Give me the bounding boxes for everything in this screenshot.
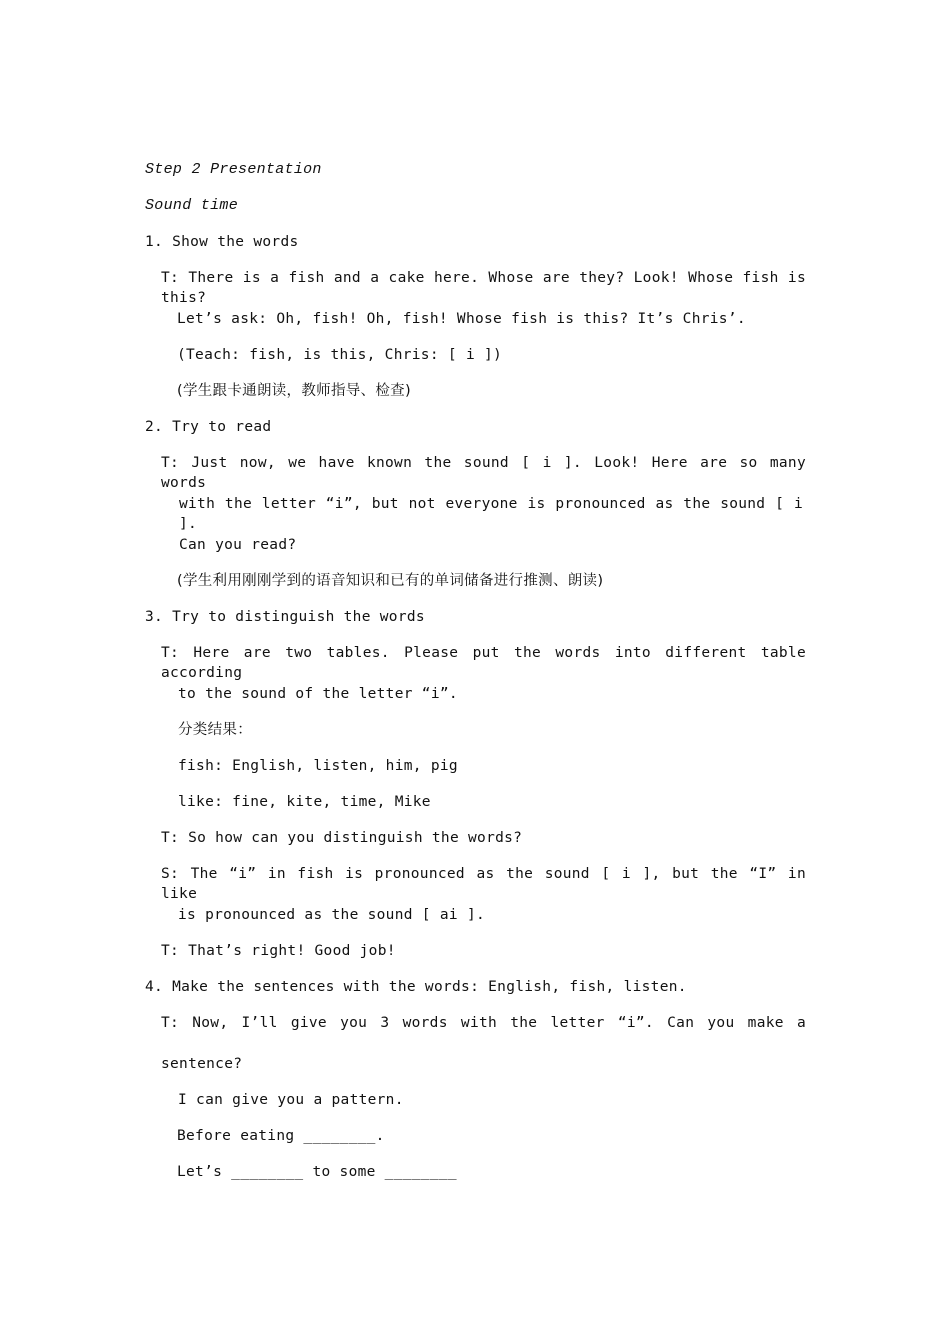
teacher-praise: T: That’s right! Good job! xyxy=(161,943,396,959)
pattern-intro: I can give you a pattern. xyxy=(178,1092,404,1108)
student-answer-line-2: is pronounced as the sound [ ai ]. xyxy=(178,907,486,923)
section-1-line-3: (Teach: fish, is this, Chris: [ i ]) xyxy=(177,347,503,363)
fish-words-row: fish: English, listen, him, pig xyxy=(178,758,458,774)
section-title: Sound time xyxy=(145,197,239,214)
section-2-line-1: T: Just now, we have known the sound [ i ]. Look! Here are so many words xyxy=(161,455,806,491)
section-3-line-2: to the sound of the letter “i”. xyxy=(178,686,458,702)
result-label: 分类结果： xyxy=(178,722,252,738)
section-1-line-1: T: There is a fish and a cake here. Whose are they? Look! Whose fish is this? xyxy=(161,270,806,306)
section-4-line-2: sentence? xyxy=(161,1056,243,1072)
section-2-heading: 2. Try to read xyxy=(145,419,272,435)
section-3-heading: 3. Try to distinguish the words xyxy=(145,609,425,625)
pattern-sentence-2: Let’s ________ to some ________ xyxy=(177,1164,457,1180)
section-4-heading: 4. Make the sentences with the words: English, fish, listen. xyxy=(145,979,687,995)
section-4-line-1: T: Now, I’ll give you 3 words with the letter “i”. Can you make a xyxy=(161,1015,806,1031)
like-words-row: like: fine, kite, time, Mike xyxy=(178,794,431,810)
section-1-note: (学生跟卡通朗读，教师指导、检查) xyxy=(177,383,411,399)
step-title: Step 2 Presentation xyxy=(145,161,322,178)
section-1-line-2: Let’s ask: Oh, fish! Oh, fish! Whose fish is this? It’s Chris’. xyxy=(177,311,746,327)
student-answer-line-1: S: The “i” in fish is pronounced as the sound [ i ], but the “I” in like xyxy=(161,866,806,902)
section-2-line-3: Can you read? xyxy=(179,537,297,553)
section-2-line-2: with the letter “i”, but not everyone is pronounced as the sound [ i ]. xyxy=(179,496,803,532)
pattern-sentence-1: Before eating ________. xyxy=(177,1128,385,1144)
section-2-note: (学生利用刚刚学到的语音知识和已有的单词储备进行推测、朗读) xyxy=(177,573,604,589)
section-1-heading: 1. Show the words xyxy=(145,234,299,250)
section-3-line-1: T: Here are two tables. Please put the words into different table according xyxy=(161,645,806,681)
teacher-question: T: So how can you distinguish the words? xyxy=(161,830,523,846)
